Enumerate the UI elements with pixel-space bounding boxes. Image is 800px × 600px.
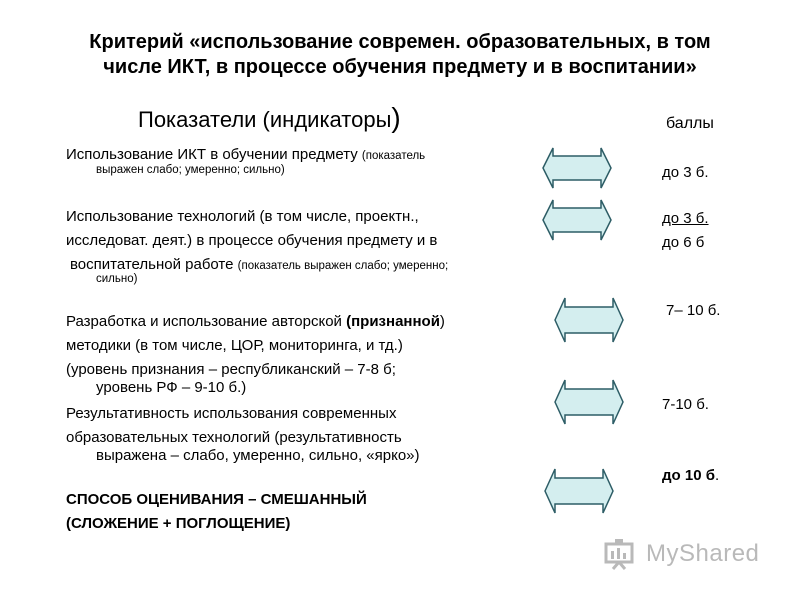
double-arrow-icon [542, 198, 612, 242]
double-arrow-icon [554, 378, 624, 426]
criterion-tech-note: (показатель выражен слабо; умеренно; [237, 260, 449, 272]
double-arrow-icon [554, 296, 624, 344]
criterion-tech-line-2: исследоват. деят.) в процессе обучения предмету и в [66, 232, 438, 249]
slide-title-line-2: числе ИКТ, в процессе обучения предмету и в воспитании» [103, 56, 697, 78]
criterion-ict-text: Использование ИКТ в обучении предмету [66, 146, 358, 163]
score-method-dot: . [714, 467, 720, 484]
indicators-header-text: Показатели (индикаторы [138, 107, 392, 132]
score-author: 7– 10 б. [666, 302, 721, 319]
method-line-1: СПОСОБ ОЦЕНИВАНИЯ – СМЕШАННЫЙ [66, 491, 367, 508]
criterion-ict-note-cont: выражен слабо; умеренно; сильно) [96, 164, 285, 176]
criterion-ict-note: (показатель [361, 150, 426, 162]
presentation-board-icon [604, 536, 642, 570]
criterion-author-bold: (признанной [346, 313, 440, 330]
score-tech-2: до 6 б [662, 234, 705, 251]
criterion-author-line-4: уровень РФ – 9-10 б.) [96, 379, 247, 396]
criterion-author-text: Разработка и использование авторской [66, 313, 347, 330]
score-ict: до 3 б. [662, 164, 709, 181]
criterion-author-line-1 [66, 313, 445, 331]
score-tech-1: до 3 б. [662, 210, 709, 227]
slide-title-line-1: Критерий «использование современ. образовательных, в том [89, 31, 711, 53]
criterion-author-line-2: методики (в том числе, ЦОР, мониторинга, и тд.) [66, 337, 403, 354]
double-arrow-icon [542, 146, 612, 190]
watermark-text: MyShared [646, 540, 760, 567]
criterion-author-line-3: (уровень признания – республиканский – 7-8 б; [66, 361, 396, 378]
criterion-effect-line-1: Результативность использования современных [66, 405, 397, 422]
score-method [662, 467, 719, 485]
slide-title [20, 30, 780, 80]
indicators-header-paren: ) [391, 102, 401, 133]
method-line-2: (СЛОЖЕНИЕ + ПОГЛОЩЕНИЕ) [66, 515, 291, 532]
criterion-author-close: ) [439, 313, 445, 330]
scores-header: баллы [666, 115, 714, 132]
indicators-header [138, 104, 401, 134]
criterion-tech-line-3 [70, 256, 448, 274]
double-arrow-icon [544, 467, 614, 515]
criterion-effect-line-2: образовательных технологий (результативность [66, 429, 402, 446]
criterion-ict-line-1 [66, 146, 425, 164]
criterion-tech-text: воспитательной работе [70, 256, 234, 273]
criterion-effect-line-3: выражена – слабо, умеренно, сильно, «ярко») [96, 447, 420, 464]
criterion-tech-line-1: Использование технологий (в том числе, проектн., [66, 208, 419, 225]
criterion-tech-note-cont: сильно) [96, 273, 138, 285]
score-effect: 7-10 б. [662, 396, 709, 413]
score-method-value: до 10 б [662, 467, 715, 484]
